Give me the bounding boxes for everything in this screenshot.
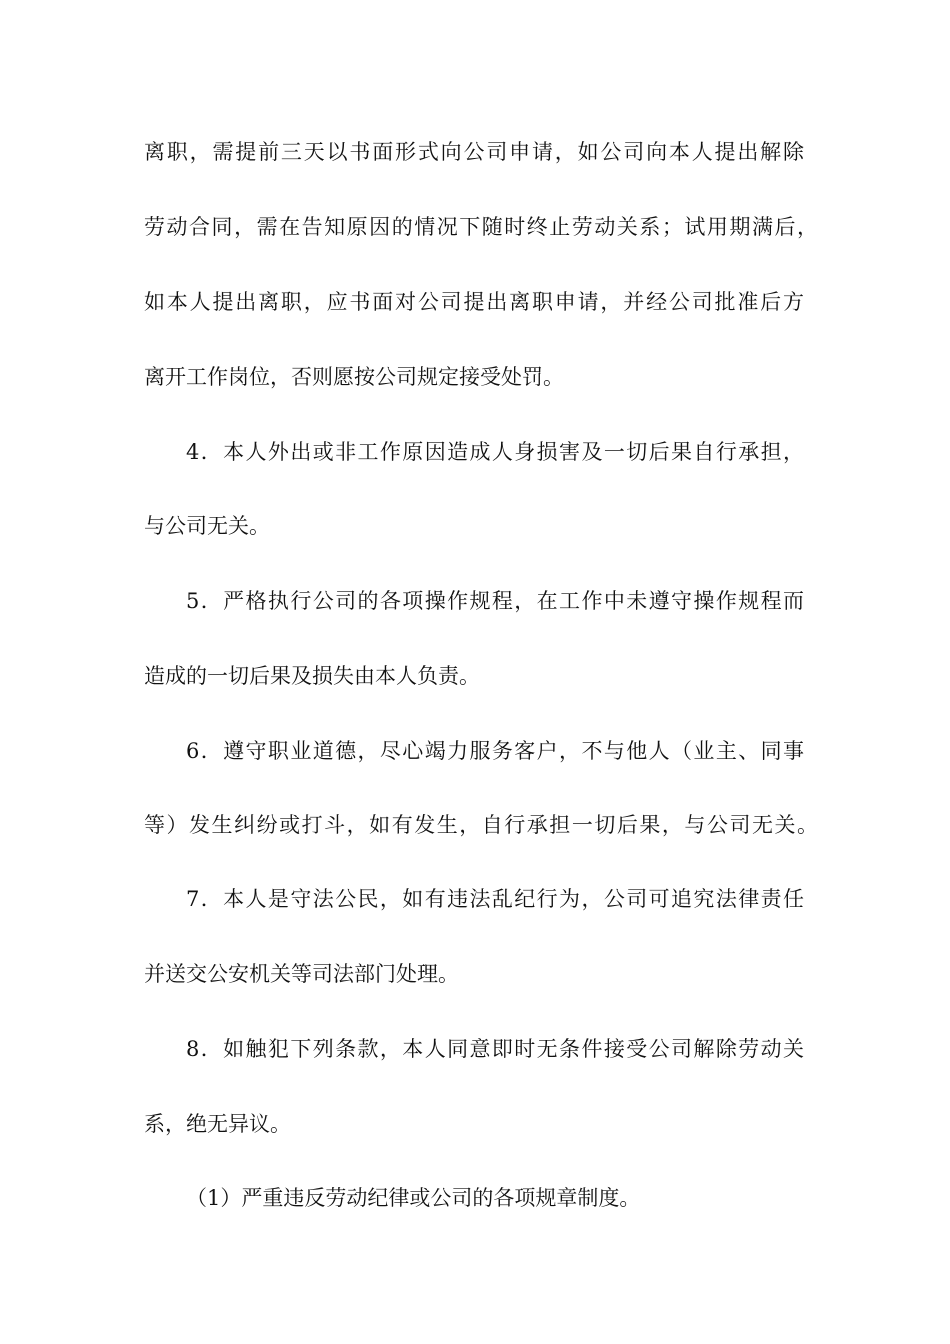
text-line	[0, 1104, 950, 1144]
text-line	[0, 1178, 950, 1218]
line-text: 5．严格执行公司的各项操作规程，在工作中未遵守操作规程而	[186, 589, 804, 613]
line-text: 8．如触犯下列条款，本人同意即时无条件接受公司解除劳动关	[186, 1037, 804, 1061]
line-text: 造成的一切后果及损失由本人负责。	[144, 664, 480, 688]
text-line	[0, 506, 950, 546]
text-line	[0, 805, 950, 845]
text-line	[0, 1029, 950, 1069]
text-line	[0, 954, 950, 994]
line-text: 6．遵守职业道德，尽心竭力服务客户，不与他人（业主、同事	[186, 739, 804, 763]
line-text: 如本人提出离职，应书面对公司提出离职申请，并经公司批准后方	[144, 290, 804, 314]
text-line	[0, 879, 950, 919]
line-text: 与公司无关。	[144, 514, 270, 538]
line-text: 4．本人外出或非工作原因造成人身损害及一切后果自行承担，	[186, 440, 804, 464]
line-text: 离开工作岗位，否则愿按公司规定接受处罚。	[144, 365, 564, 389]
text-line	[0, 132, 950, 172]
text-line	[0, 282, 950, 322]
text-line	[0, 731, 950, 771]
text-line	[0, 207, 950, 247]
text-line	[0, 357, 950, 397]
text-line	[0, 656, 950, 696]
line-text: 系，绝无异议。	[144, 1112, 291, 1136]
text-line	[0, 581, 950, 621]
text-line	[0, 432, 950, 472]
line-text: 等）发生纠纷或打斗，如有发生，自行承担一切后果，与公司无关。	[144, 813, 818, 837]
line-text: 7．本人是守法公民，如有违法乱纪行为，公司可追究法律责任	[186, 887, 804, 911]
line-text: （1）严重违反劳动纪律或公司的各项规章制度。	[186, 1186, 641, 1210]
line-text: 离职，需提前三天以书面形式向公司申请，如公司向本人提出解除	[144, 140, 804, 164]
line-text: 并送交公安机关等司法部门处理。	[144, 962, 459, 986]
line-text: 劳动合同，需在告知原因的情况下随时终止劳动关系；试用期满后，	[144, 215, 818, 239]
